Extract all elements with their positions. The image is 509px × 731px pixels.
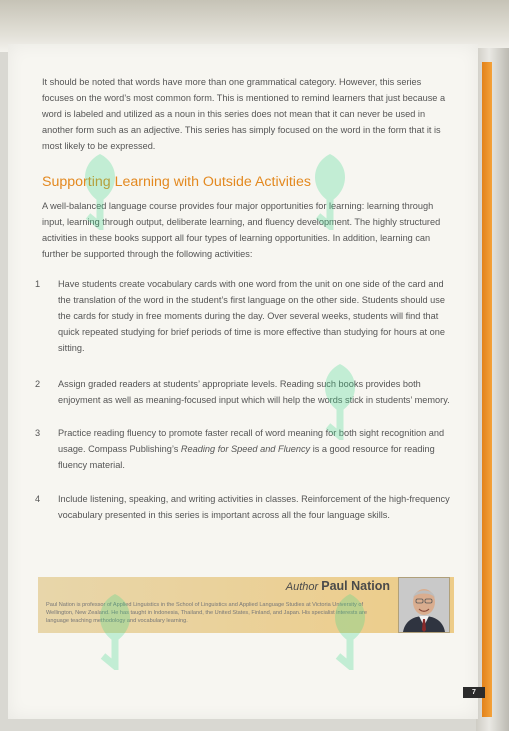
intro-paragraph: It should be noted that words have more than one grammatical category. However, this series focuses on the word’s most common form. This is mentioned to remind learners that just because a word is labeled and utilized as a noun in this series does not mean that it can never be used in another form such as an adjective. This series has simply focused on the word in the form that it is most likely to be expressed.	[42, 77, 446, 151]
list-item-number: 2	[35, 379, 41, 389]
list-item-number: 1	[35, 279, 41, 289]
book-title-italic: Reading for Speed and Fluency	[180, 444, 311, 454]
author-label: Author	[285, 581, 319, 593]
list-item	[30, 491, 455, 523]
list-item-text-after: is a good resource for reading fluency material.	[58, 444, 435, 470]
list-item-text	[58, 428, 444, 470]
list-item-text: Have students create vocabulary cards with one word from the unit on one side of the card and the translation of the word in the student’s first language on the other side. Students should use the cards for study in free moments during the day. Over several weeks, students will find that quick repeated studying for brief periods of time is more effective than studying for hours at one sitting.	[58, 279, 445, 353]
author-bio: Paul Nation is professor of Applied Linguistics in the School of Linguistics and Applied Language Studies at Victoria University of Wellington, New Zealand. He has taught in Indonesia, Thailand, the United States, Finland, and Japan. His specialist interests are language teaching methodology and vocabulary learning.	[46, 602, 367, 624]
list-item	[30, 376, 455, 408]
list-item-number: 4	[35, 494, 41, 504]
list-item-text-before: Practice reading fluency to promote faster recall of word meaning for both sight recognition and usage. Compass Publishing’s	[58, 428, 445, 454]
author-portrait	[398, 577, 450, 633]
section-heading: Supporting Learning with Outside Activities	[42, 174, 311, 190]
list-item-text: Assign graded readers at students’ appropriate levels. Reading such books provides both enjoyment as well as meaning-focused input which will help the words stick in students’ memory.	[58, 379, 450, 405]
list-item	[30, 276, 455, 356]
portrait-illustration	[399, 578, 449, 632]
page-right-edge	[476, 48, 509, 731]
activity-list	[30, 276, 455, 523]
author-line	[286, 579, 390, 593]
page-number: 7	[463, 687, 485, 698]
list-item	[30, 425, 455, 473]
list-item-text: Include listening, speaking, and writing activities in classes. Reinforcement of the high-frequency vocabulary presented in this series is important across all the four language skills.	[58, 494, 450, 520]
book-page	[8, 44, 478, 719]
author-name: Paul Nation	[321, 579, 390, 593]
author-box	[38, 577, 454, 633]
orange-side-bar	[482, 62, 492, 717]
list-item-number: 3	[35, 428, 41, 438]
section-lead-paragraph: A well-balanced language course provides four major opportunities for learning: learning through input, learning through output, deliberate learning, and fluency development. The highly structured activities in these books support all four types of learning opportunities. In addition, learning can further be supported through the following activities:	[42, 201, 441, 259]
